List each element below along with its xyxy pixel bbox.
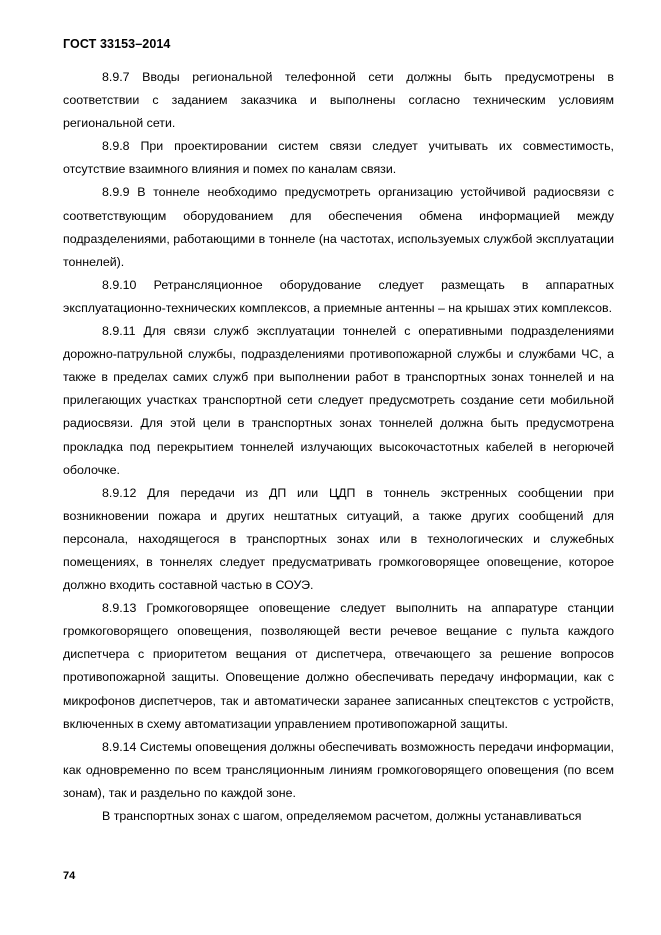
page-number: 74 xyxy=(63,870,76,882)
paragraph-8-9-9: 8.9.9 В тоннеле необходимо предусмотреть организацию устойчивой радиосвязи с соответствующим оборудованием для обеспечения обмена информацией между подразделениями, работающими в тоннеле (на частотах, используемых службой эксплуатации тоннелей). xyxy=(63,185,614,269)
paragraph-8-9-7: 8.9.7 Вводы региональной телефонной сети должны быть предусмотрены в соответствии с заданием заказчика и выполнены согласно техническим условиям региональной сети. xyxy=(63,70,614,131)
paragraph-8-9-14: 8.9.14 Системы оповещения должны обеспечивать возможность передачи информации, как одновременно по всем трансляционным линиям громкоговорящего оповещения (по всем зонам), так и раздельно по каждой зоне. xyxy=(63,739,614,800)
paragraph-8-9-11: 8.9.11 Для связи служб эксплуатации тоннелей с оперативными подразделениями дорожно-патрульной службы, подразделениями противопожарной службы и службами ЧС, а также в пределах самих служб при выполнении работ в транспортных зонах тоннелей и на прилегающих участках транспортной сети следует предусмотреть создание сети мобильной радиосвязи. Для этой цели в транспортных зонах тоннелей должна быть предусмотрена прокладка под перекрытием тоннелей излучающих высокочастотных кабелей в негорючей оболочке. xyxy=(63,324,614,477)
paragraph-8-9-8: 8.9.8 При проектировании систем связи следует учитывать их совместимость, отсутствие взаимного влияния и помех по каналам связи. xyxy=(63,139,614,177)
document-header: ГОСТ 33153–2014 xyxy=(63,37,171,51)
paragraph-8-9-12: 8.9.12 Для передачи из ДП или ЦДП в тоннель экстренных сообщении при возникновении пожара и других нештатных ситуаций, а также других сообщений для персонала, находящегося в транспортных зонах или в технологических и служебных помещениях, в тоннелях следует предусматривать громкоговорящее оповещение, которое должно входить составной частью в СОУЭ. xyxy=(63,485,614,593)
paragraph-continuation: В транспортных зонах с шагом, определяемом расчетом, должны устанавливаться xyxy=(102,809,582,823)
document-body xyxy=(63,66,614,828)
paragraph-8-9-10: 8.9.10 Ретрансляционное оборудование следует размещать в аппаратных эксплуатационно-технических комплексов, а приемные антенны – на крышах этих комплексов. xyxy=(63,277,614,315)
paragraph-8-9-13: 8.9.13 Громкоговорящее оповещение следует выполнить на аппаратуре станции громкоговорящего оповещения, позволяющей вести речевое вещание с пульта каждого диспетчера с приоритетом вещания от диспетчера, отвечающего за решение вопросов противопожарной защиты. Оповещение должно обеспечивать передачу информации, как с микрофонов диспетчеров, так и автоматически заранее записанных спецтекстов с устройств, включенных в схему автоматизации управлением противопожарной защиты. xyxy=(63,601,614,731)
